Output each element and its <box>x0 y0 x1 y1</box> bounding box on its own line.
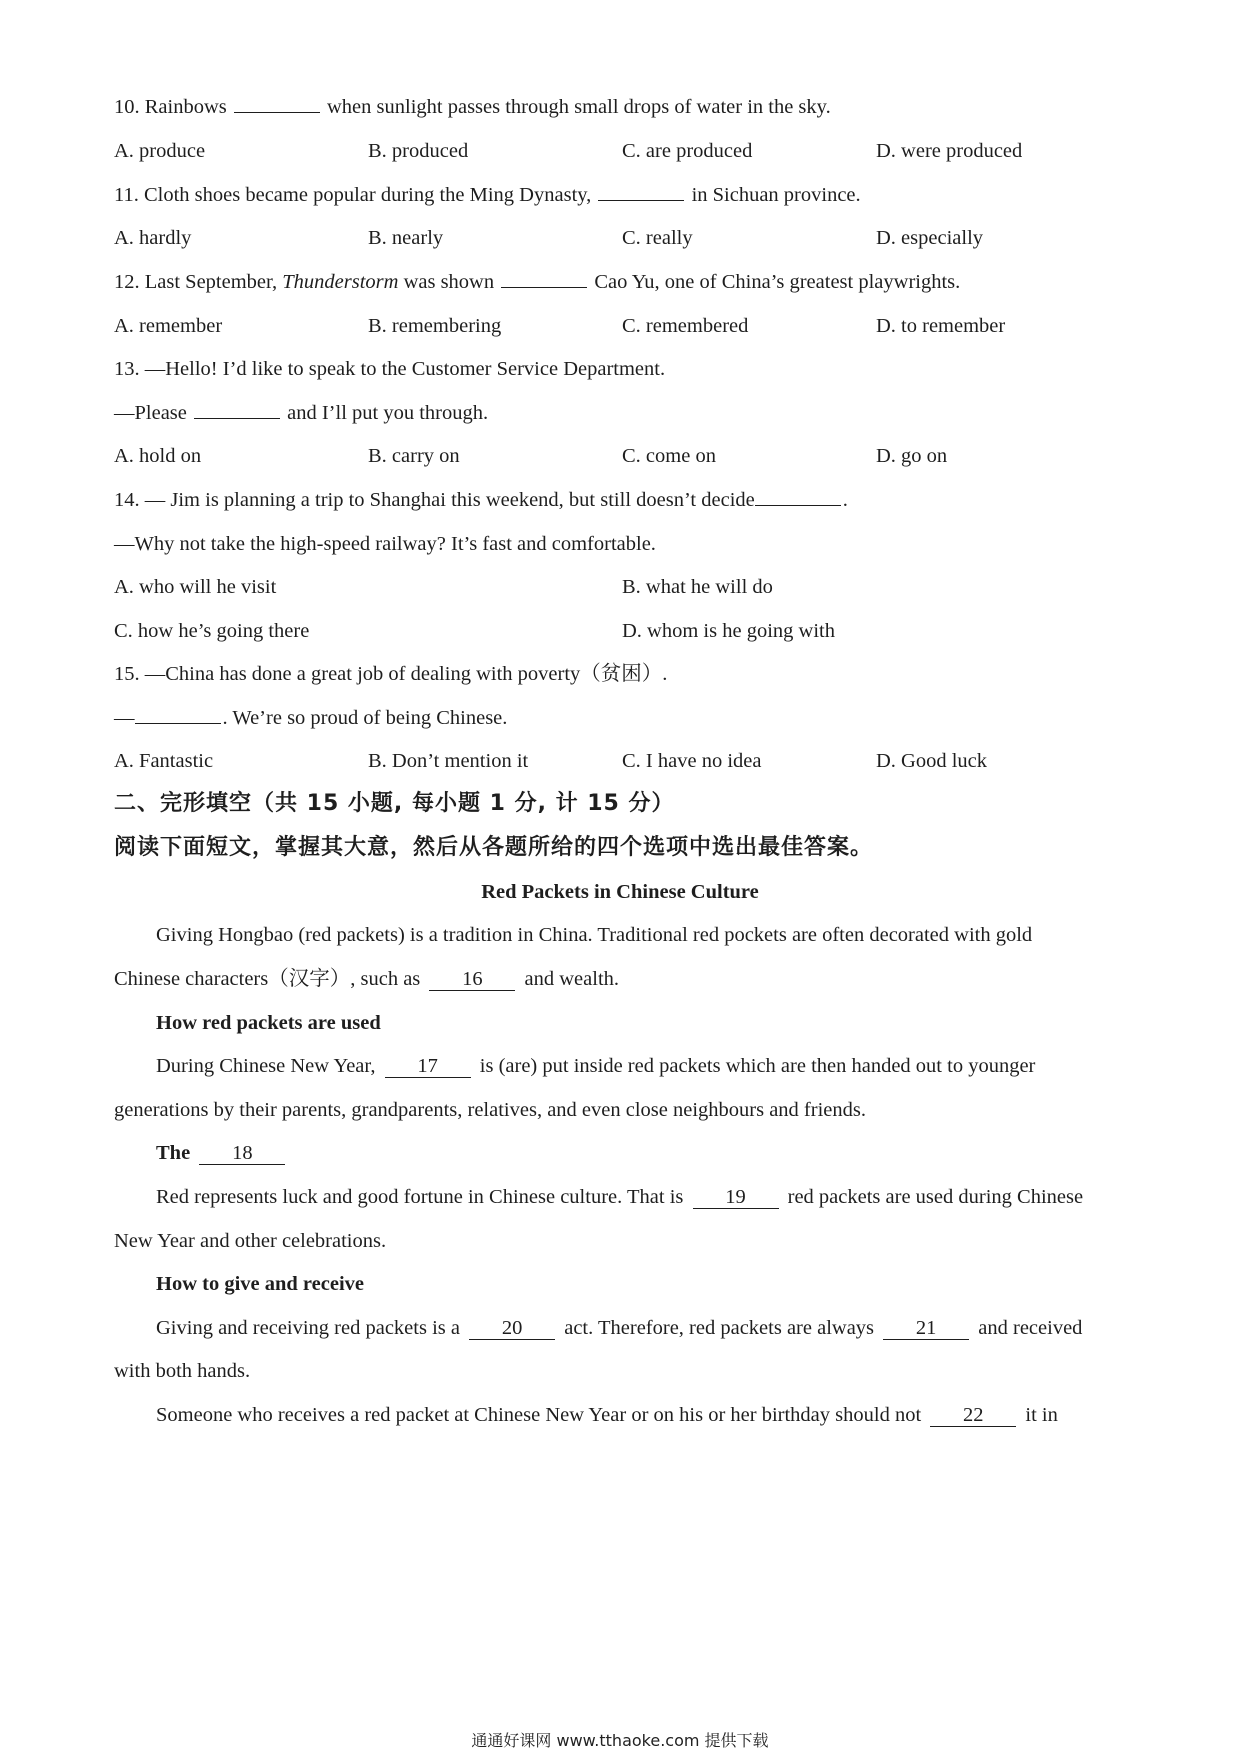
q13-line2-after: and I’ll put you through. <box>287 402 489 424</box>
q10-stem-after: when sunlight passes through small drops of water in the sky. <box>327 96 831 118</box>
q12-option-d[interactable]: D. to remember <box>876 315 1006 337</box>
subheading-how-used: How red packets are used <box>156 1012 381 1034</box>
blank-21: 21 <box>883 1317 969 1340</box>
q10-stem-before: 10. Rainbows <box>114 96 227 118</box>
passage-p2-line2: generations by their parents, grandparents, relatives, and even close neighbours and friends. <box>114 1099 866 1121</box>
p3-line1-after: red packets are used during Chinese <box>787 1186 1084 1208</box>
passage-p1-line1: Giving Hongbao (red packets) is a tradition in China. Traditional red pockets are often decorated with gold <box>156 924 1033 946</box>
p1-line2-after: and wealth. <box>524 968 620 990</box>
section-2-heading: 二、完形填空（共 15 小题, 每小题 1 分, 计 15 分） <box>114 791 675 816</box>
question-15-options <box>114 748 1134 774</box>
passage-p3-line1 <box>156 1184 1083 1210</box>
p5-line1-after: it in <box>1025 1404 1058 1426</box>
q14-line1-before: 14. — Jim is planning a trip to Shanghai this weekend, but still doesn’t decide <box>114 489 755 511</box>
q13-blank <box>194 400 280 419</box>
p2-line1-before: During Chinese New Year, <box>156 1055 376 1077</box>
passage-p4-line1 <box>156 1315 1082 1341</box>
q10-option-b[interactable]: B. produced <box>368 140 469 162</box>
question-14-options-row1 <box>114 574 1134 600</box>
question-13-line2 <box>114 400 488 426</box>
p4-line1-mid: act. Therefore, red packets are always <box>564 1317 875 1339</box>
passage-p4-line2: with both hands. <box>114 1360 251 1382</box>
q14-option-a[interactable]: A. who will he visit <box>114 576 277 598</box>
q12-blank <box>501 269 587 288</box>
q11-option-b[interactable]: B. nearly <box>368 227 444 249</box>
subheading-the-18 <box>156 1140 289 1166</box>
q11-blank <box>598 182 684 201</box>
q15-blank <box>135 705 221 724</box>
question-14-options-row2 <box>114 618 1134 644</box>
q15-line2-before: — <box>114 707 135 729</box>
blank-16: 16 <box>429 968 515 991</box>
p4-line1-after: and received <box>978 1317 1083 1339</box>
subheading-how-give: How to give and receive <box>156 1273 364 1295</box>
p1-line2-before: Chinese characters（汉字）, such as <box>114 968 421 990</box>
page-footer: 通通好课网 www.tthaoke.com 提供下载 <box>471 1731 769 1750</box>
q13-option-a[interactable]: A. hold on <box>114 445 202 467</box>
q14-line1-after: . <box>842 489 848 511</box>
q15-option-c[interactable]: C. I have no idea <box>622 750 762 772</box>
blank-20: 20 <box>469 1317 555 1340</box>
passage-p5-line1 <box>156 1402 1058 1428</box>
p2-line1-after: is (are) put inside red packets which are then handed out to younger <box>479 1055 1036 1077</box>
passage-p1-line2 <box>114 966 619 992</box>
passage-p2-line1 <box>156 1053 1035 1079</box>
q13-option-c[interactable]: C. come on <box>622 445 716 467</box>
q14-option-b[interactable]: B. what he will do <box>622 576 773 598</box>
blank-19: 19 <box>693 1186 779 1209</box>
passage-title: Red Packets in Chinese Culture <box>481 881 759 903</box>
question-12-options <box>114 313 1134 339</box>
blank-18: 18 <box>199 1142 285 1165</box>
q15-option-d[interactable]: D. Good luck <box>876 750 988 772</box>
question-11-options <box>114 225 1134 251</box>
q12-option-a[interactable]: A. remember <box>114 315 223 337</box>
p4-line1-before: Giving and receiving red packets is a <box>156 1317 460 1339</box>
q12-stem-after: Cao Yu, one of China’s greatest playwrights. <box>594 271 961 293</box>
q12-stem-before: 12. Last September, <box>114 271 278 293</box>
q13-option-d[interactable]: D. go on <box>876 445 948 467</box>
q11-stem-before: 11. Cloth shoes became popular during the Ming Dynasty, <box>114 184 592 206</box>
question-13-options <box>114 443 1134 469</box>
p3-line1-before: Red represents luck and good fortune in Chinese culture. That is <box>156 1186 684 1208</box>
q10-option-c[interactable]: C. are produced <box>622 140 753 162</box>
question-15-line1: 15. —China has done a great job of dealing with poverty（贫困）. <box>114 663 668 685</box>
q15-option-b[interactable]: B. Don’t mention it <box>368 750 529 772</box>
section-2-instruction: 阅读下面短文，掌握其大意，然后从各题所给的四个选项中选出最佳答案。 <box>114 835 874 860</box>
q14-blank <box>755 487 841 506</box>
q12-option-b[interactable]: B. remembering <box>368 315 502 337</box>
q12-stem-mid: was shown <box>403 271 495 293</box>
q10-option-a[interactable]: A. produce <box>114 140 206 162</box>
question-12-stem <box>114 269 960 295</box>
question-14-line2: —Why not take the high-speed railway? It’s fast and comfortable. <box>114 533 656 555</box>
p5-line1-before: Someone who receives a red packet at Chinese New Year or on his or her birthday should not <box>156 1404 922 1426</box>
q12-stem-italic: Thunderstorm <box>282 271 399 293</box>
blank-17: 17 <box>385 1055 471 1078</box>
blank-22: 22 <box>930 1404 1016 1427</box>
q12-option-c[interactable]: C. remembered <box>622 315 749 337</box>
question-11-stem <box>114 182 861 208</box>
q14-option-d[interactable]: D. whom is he going with <box>622 620 835 642</box>
q14-option-c[interactable]: C. how he’s going there <box>114 620 310 642</box>
q10-blank <box>234 94 320 113</box>
sub2-before: The <box>156 1142 191 1164</box>
question-10-stem <box>114 94 831 120</box>
q13-option-b[interactable]: B. carry on <box>368 445 460 467</box>
q11-option-c[interactable]: C. really <box>622 227 693 249</box>
question-14-line1 <box>114 487 848 513</box>
question-13-line1: 13. —Hello! I’d like to speak to the Customer Service Department. <box>114 358 666 380</box>
q11-option-d[interactable]: D. especially <box>876 227 984 249</box>
q11-option-a[interactable]: A. hardly <box>114 227 192 249</box>
q15-option-a[interactable]: A. Fantastic <box>114 750 214 772</box>
q11-stem-after: in Sichuan province. <box>691 184 861 206</box>
question-15-line2 <box>114 705 507 731</box>
question-10-options <box>114 138 1134 164</box>
q13-line2-before: —Please <box>114 402 187 424</box>
q15-line2-after: . We’re so proud of being Chinese. <box>222 707 508 729</box>
passage-p3-line2: New Year and other celebrations. <box>114 1230 387 1252</box>
q10-option-d[interactable]: D. were produced <box>876 140 1023 162</box>
